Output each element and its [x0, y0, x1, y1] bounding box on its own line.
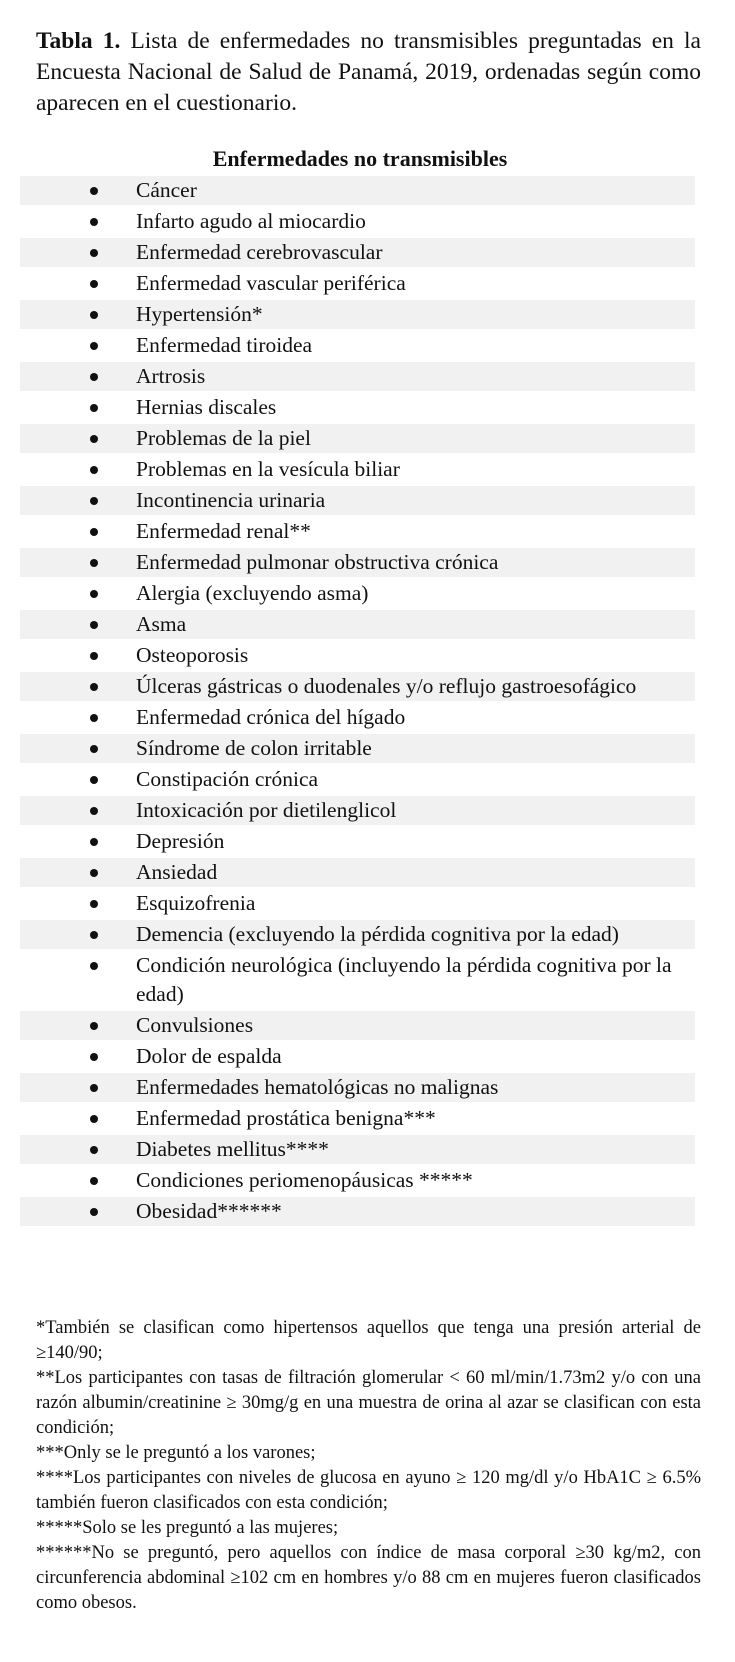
bullet-icon [90, 528, 98, 536]
list-item-label: Esquizofrenia [136, 891, 256, 915]
footnote: *****Solo se les preguntó a las mujeres; [36, 1518, 339, 1538]
list-item-label: Depresión [136, 829, 225, 853]
list-item [20, 1197, 695, 1226]
bullet-icon [90, 218, 98, 226]
list-item [20, 424, 695, 453]
list-item [20, 455, 695, 484]
list-item-label: Hypertensión* [136, 302, 263, 326]
list-item-label: Alergia (excluyendo asma) [136, 581, 369, 605]
list-item-label: Enfermedad crónica del hígado [136, 705, 406, 729]
list-item-label: Síndrome de colon irritable [136, 736, 372, 760]
list-item-label: Úlceras gástricas o duodenales y/o reflujo gastroesofágico [136, 674, 637, 698]
list-item [20, 207, 695, 236]
list-item [20, 331, 695, 360]
list-item-label: Constipación crónica [136, 767, 319, 791]
list-item-label: Enfermedades hematológicas no malignas [136, 1075, 499, 1099]
bullet-icon [90, 435, 98, 443]
list-item-label: Infarto agudo al miocardio [136, 209, 366, 233]
list-item [20, 238, 695, 267]
bullet-icon [90, 869, 98, 877]
list-item-label: Obesidad****** [136, 1199, 282, 1223]
list-item [20, 393, 695, 422]
list-item [20, 827, 695, 856]
list-item [20, 176, 695, 205]
footnotes [36, 1316, 701, 1616]
bullet-icon [90, 404, 98, 412]
list-item-label: Enfermedad vascular periférica [136, 271, 406, 295]
bullet-icon [90, 1208, 98, 1216]
list-item [20, 362, 695, 391]
footnote: ***Only se le preguntó a los varones; [36, 1443, 316, 1463]
bullet-icon [90, 1053, 98, 1061]
list-item-label: Dolor de espalda [136, 1044, 282, 1068]
list-item-label: Problemas en la vesícula biliar [136, 457, 400, 481]
list-item [20, 610, 695, 639]
disease-list [20, 176, 695, 1228]
list-item-label: Artrosis [136, 364, 206, 388]
table-caption [36, 26, 701, 119]
bullet-icon [90, 342, 98, 350]
bullet-icon [90, 652, 98, 660]
footnote: *También se clasifican como hipertensos aquellos que tenga una presión arterial de ≥140/90; [36, 1318, 701, 1363]
list-item [20, 796, 695, 825]
list-item [20, 1073, 695, 1102]
bullet-icon [90, 311, 98, 319]
list-item-label: Problemas de la piel [136, 426, 311, 450]
list-item [20, 300, 695, 329]
caption-text: Lista de enfermedades no transmisibles preguntadas en la Encuesta Nacional de Salud de Panamá, 2019, ordenadas según como aparecen en el cuestionario. [36, 28, 701, 116]
bullet-icon [90, 683, 98, 691]
list-item [20, 672, 695, 701]
bullet-icon [90, 1084, 98, 1092]
list-item [20, 703, 695, 732]
list-item-label: Enfermedad pulmonar obstructiva crónica [136, 550, 499, 574]
list-item-label: Enfermedad cerebrovascular [136, 240, 383, 264]
list-item-label: Condiciones periomenopáusicas ***** [136, 1168, 473, 1192]
list-item [20, 1166, 695, 1195]
list-item [20, 734, 695, 763]
footnote: **Los participantes con tasas de filtración glomerular < 60 ml/min/1.73m2 y/o con una razón albumin/creatinine ≥ 30mg/g en una muestra de orina al azar se clasifican con esta condición; [36, 1368, 701, 1438]
table-heading: Enfermedades no transmisibles [212, 146, 508, 171]
bullet-icon [90, 497, 98, 505]
list-item-label: Demencia (excluyendo la pérdida cognitiva por la edad) [136, 922, 619, 946]
caption-label: Tabla 1. [36, 28, 121, 54]
bullet-icon [90, 373, 98, 381]
list-item-label: Asma [136, 612, 187, 636]
list-item-label: Incontinencia urinaria [136, 488, 326, 512]
bullet-icon [90, 962, 98, 970]
list-item [20, 1042, 695, 1071]
bullet-icon [90, 807, 98, 815]
list-item-label: Hernias discales [136, 395, 277, 419]
bullet-icon [90, 249, 98, 257]
bullet-icon [90, 559, 98, 567]
bullet-icon [90, 776, 98, 784]
list-item-label: Enfermedad prostática benigna*** [136, 1106, 436, 1130]
bullet-icon [90, 621, 98, 629]
bullet-icon [90, 1022, 98, 1030]
list-item [20, 1011, 695, 1040]
list-item [20, 920, 695, 949]
list-item-label: Ansiedad [136, 860, 218, 884]
footnote: ******No se preguntó, pero aquellos con índice de masa corporal ≥30 kg/m2, con circunferencia abdominal ≥102 cm en hombres y/o 88 cm en mujeres fueron clasificados como obesos. [36, 1543, 701, 1613]
list-item [20, 765, 695, 794]
list-item [20, 517, 695, 546]
list-item [20, 269, 695, 298]
bullet-icon [90, 1177, 98, 1185]
bullet-icon [90, 745, 98, 753]
list-item [20, 486, 695, 515]
list-item-label: Osteoporosis [136, 643, 249, 667]
list-item [20, 858, 695, 887]
list-item [20, 579, 695, 608]
list-item-label: Intoxicación por dietilenglicol [136, 798, 397, 822]
list-item [20, 1135, 695, 1164]
bullet-icon [90, 1115, 98, 1123]
list-item-label: Diabetes mellitus**** [136, 1137, 329, 1161]
list-item [20, 1104, 695, 1133]
list-item-label: Enfermedad tiroidea [136, 333, 313, 357]
list-item [20, 951, 695, 1009]
bullet-icon [90, 466, 98, 474]
list-item [20, 641, 695, 670]
bullet-icon [90, 590, 98, 598]
list-item [20, 889, 695, 918]
list-item-label: Cáncer [136, 178, 197, 202]
bullet-icon [90, 280, 98, 288]
bullet-icon [90, 1146, 98, 1154]
bullet-icon [90, 838, 98, 846]
list-item-label: Convulsiones [136, 1013, 254, 1037]
bullet-icon [90, 900, 98, 908]
bullet-icon [90, 931, 98, 939]
footnote: ****Los participantes con niveles de glucosa en ayuno ≥ 120 mg/dl y/o HbA1C ≥ 6.5% también fueron clasificados con esta condición; [36, 1468, 701, 1513]
list-item-label: Enfermedad renal** [136, 519, 311, 543]
bullet-icon [90, 714, 98, 722]
list-item-label: Condición neurológica (incluyendo la pérdida cognitiva por la edad) [136, 953, 672, 1006]
list-item [20, 548, 695, 577]
bullet-icon [90, 187, 98, 195]
